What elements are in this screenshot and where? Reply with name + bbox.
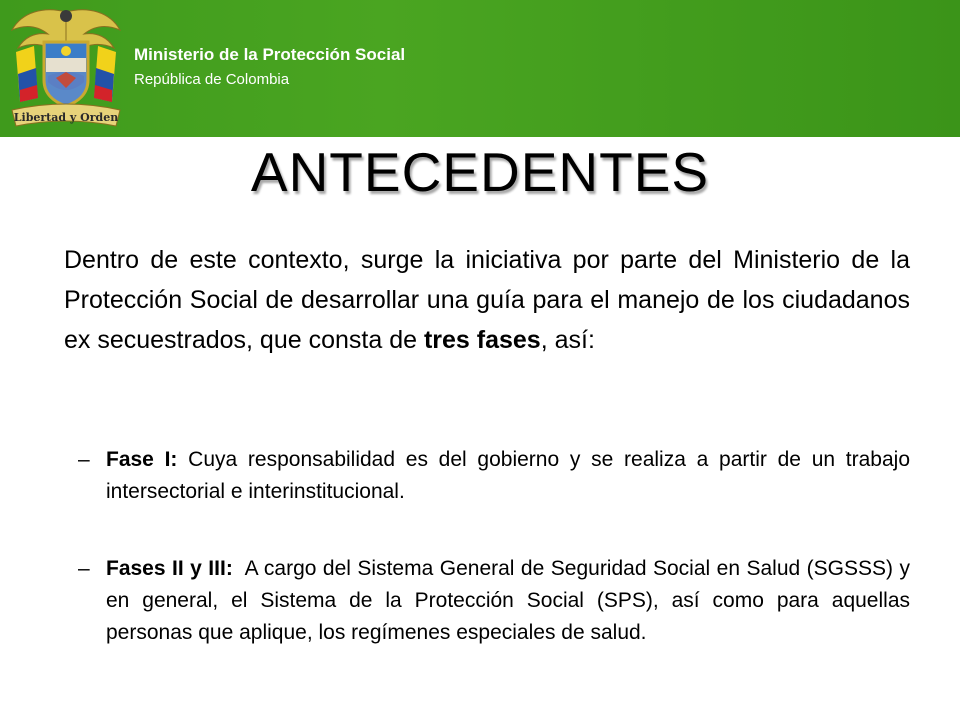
crest-motto: Libertad y Orden <box>13 111 119 124</box>
intro-bold-text: tres fases <box>423 326 541 354</box>
header-banner <box>0 0 960 137</box>
phase-label: Fases II y III: <box>106 557 233 580</box>
intro-paragraph <box>64 240 910 360</box>
phase-item-1 <box>78 444 910 508</box>
intro-text-before: Dentro de este contexto, surge la iniciativa por parte del Ministerio de la Protección Social de desarrollar una guía para el manejo de los ciudadanos ex secuestrados, que consta de <box>64 246 910 354</box>
intro-text-after: , así: <box>540 326 595 354</box>
phase-text: Cuya responsabilidad es del gobierno y se realiza a partir de un trabajo intersectorial e interinstitucional. <box>106 448 911 503</box>
phase-bullet: – <box>78 448 90 471</box>
phase-bullet: – <box>78 557 90 580</box>
phase-text: A cargo del Sistema General de Seguridad Social en Salud (SGSSS) y en general, el Sistema de la Protección Social (SPS), así como para aquellas personas que aplique, los regímenes especiales de salud. <box>106 557 916 644</box>
coat-of-arms-icon <box>4 2 128 132</box>
ministry-name: Ministerio de la Protección Social <box>134 45 406 64</box>
phase-label: Fase I: <box>106 448 178 471</box>
phase-item-2 <box>78 553 916 649</box>
country-name: República de Colombia <box>134 71 290 88</box>
slide-title: ANTECEDENTES <box>250 141 710 203</box>
